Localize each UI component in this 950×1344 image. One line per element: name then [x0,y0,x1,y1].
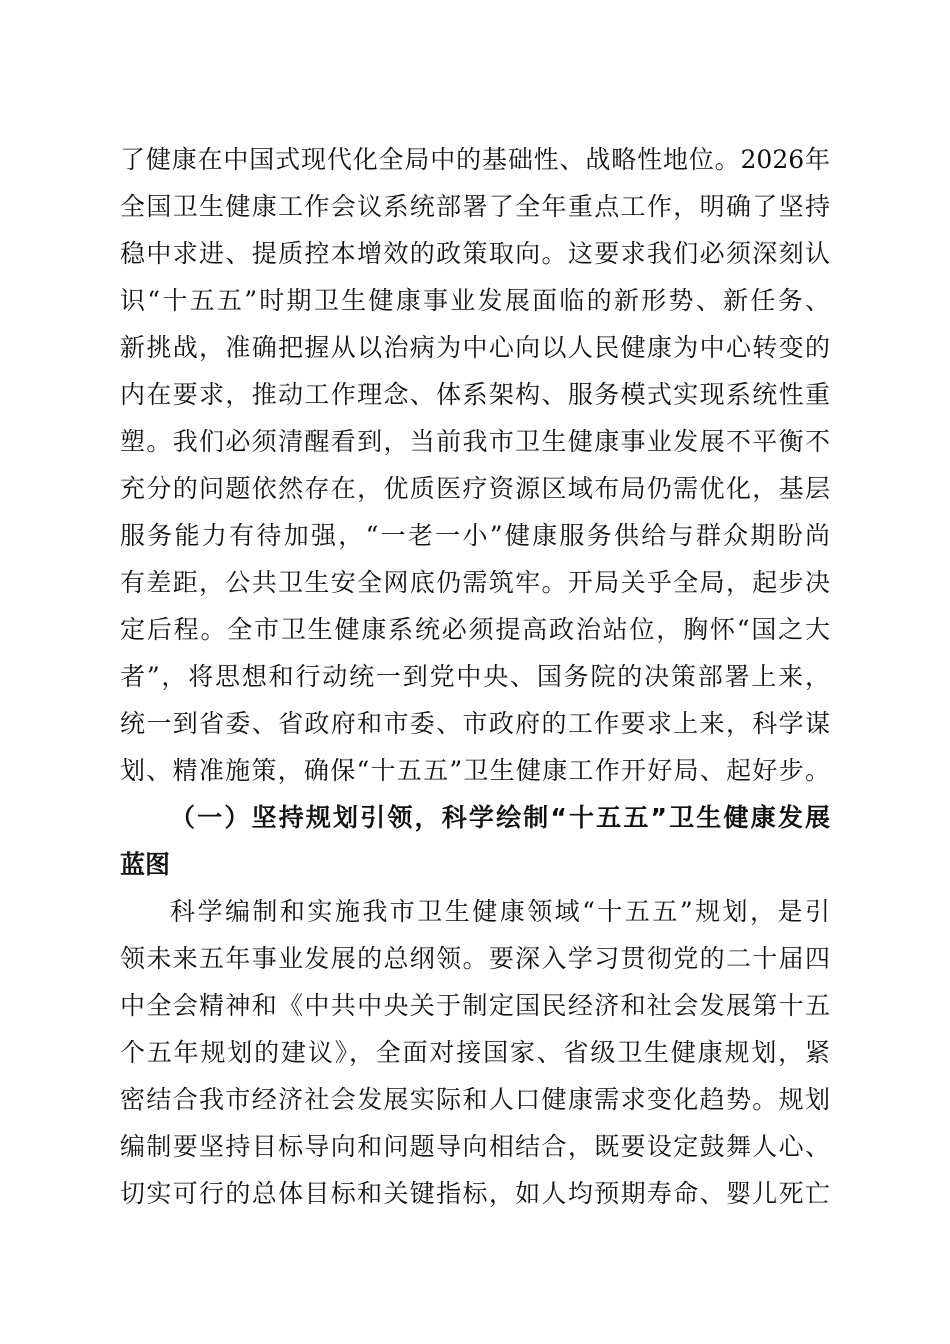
paragraph-line: 科学编制和实施我市卫生健康领域“十五五”规划，是引 [170,897,830,926]
paragraph-line: 识“十五五”时期卫生健康事业发展面临的新形势、新任务、 [120,286,830,315]
paragraph-line: 了健康在中国式现代化全局中的基础性、战略性地位。2026年 [120,145,830,174]
paragraph-line: 服务能力有待加强，“一老一小”健康服务供给与群众期盼尚 [120,521,830,550]
paragraph-line: 中全会精神和《中共中央关于制定国民经济和社会发展第十五 [120,991,830,1020]
paragraph-line: 塑。我们必须清醒看到，当前我市卫生健康事业发展不平衡不 [120,427,830,456]
paragraph-line: 有差距，公共卫生安全网底仍需筑牢。开局关乎全局，起步决 [120,568,830,597]
paragraph-line: 个五年规划的建议》，全面对接国家、省级卫生健康规划，紧 [120,1038,830,1067]
paragraph-line: 编制要坚持目标导向和问题导向相结合，既要设定鼓舞人心、 [120,1132,830,1161]
paragraph-line: 划、精准施策，确保“十五五”卫生健康工作开好局、起好步。 [120,756,830,785]
paragraph-line: 全国卫生健康工作会议系统部署了全年重点工作，明确了坚持 [120,192,830,221]
paragraph-line: 统一到省委、省政府和市委、市政府的工作要求上来，科学谋 [120,709,830,738]
section-heading-line: （一）坚持规划引领，科学绘制“十五五”卫生健康发展 [170,803,830,832]
paragraph-line: 者”，将思想和行动统一到党中央、国务院的决策部署上来， [120,662,830,691]
paragraph-line: 密结合我市经济社会发展实际和人口健康需求变化趋势。规划 [120,1085,830,1114]
paragraph-line: 切实可行的总体目标和关键指标，如人均预期寿命、婴儿死亡 [120,1179,830,1208]
paragraph-line: 定后程。全市卫生健康系统必须提高政治站位，胸怀“国之大 [120,615,830,644]
section-heading-line: 蓝图 [120,850,171,879]
paragraph-line: 稳中求进、提质控本增效的政策取向。这要求我们必须深刻认 [120,239,830,268]
paragraph-line: 领未来五年事业发展的总纲领。要深入学习贯彻党的二十届四 [120,944,830,973]
paragraph-line: 新挑战，准确把握从以治病为中心向以人民健康为中心转变的 [120,333,830,362]
paragraph-line: 内在要求，推动工作理念、体系架构、服务模式实现系统性重 [120,380,830,409]
paragraph-line: 充分的问题依然存在，优质医疗资源区域布局仍需优化，基层 [120,474,830,503]
